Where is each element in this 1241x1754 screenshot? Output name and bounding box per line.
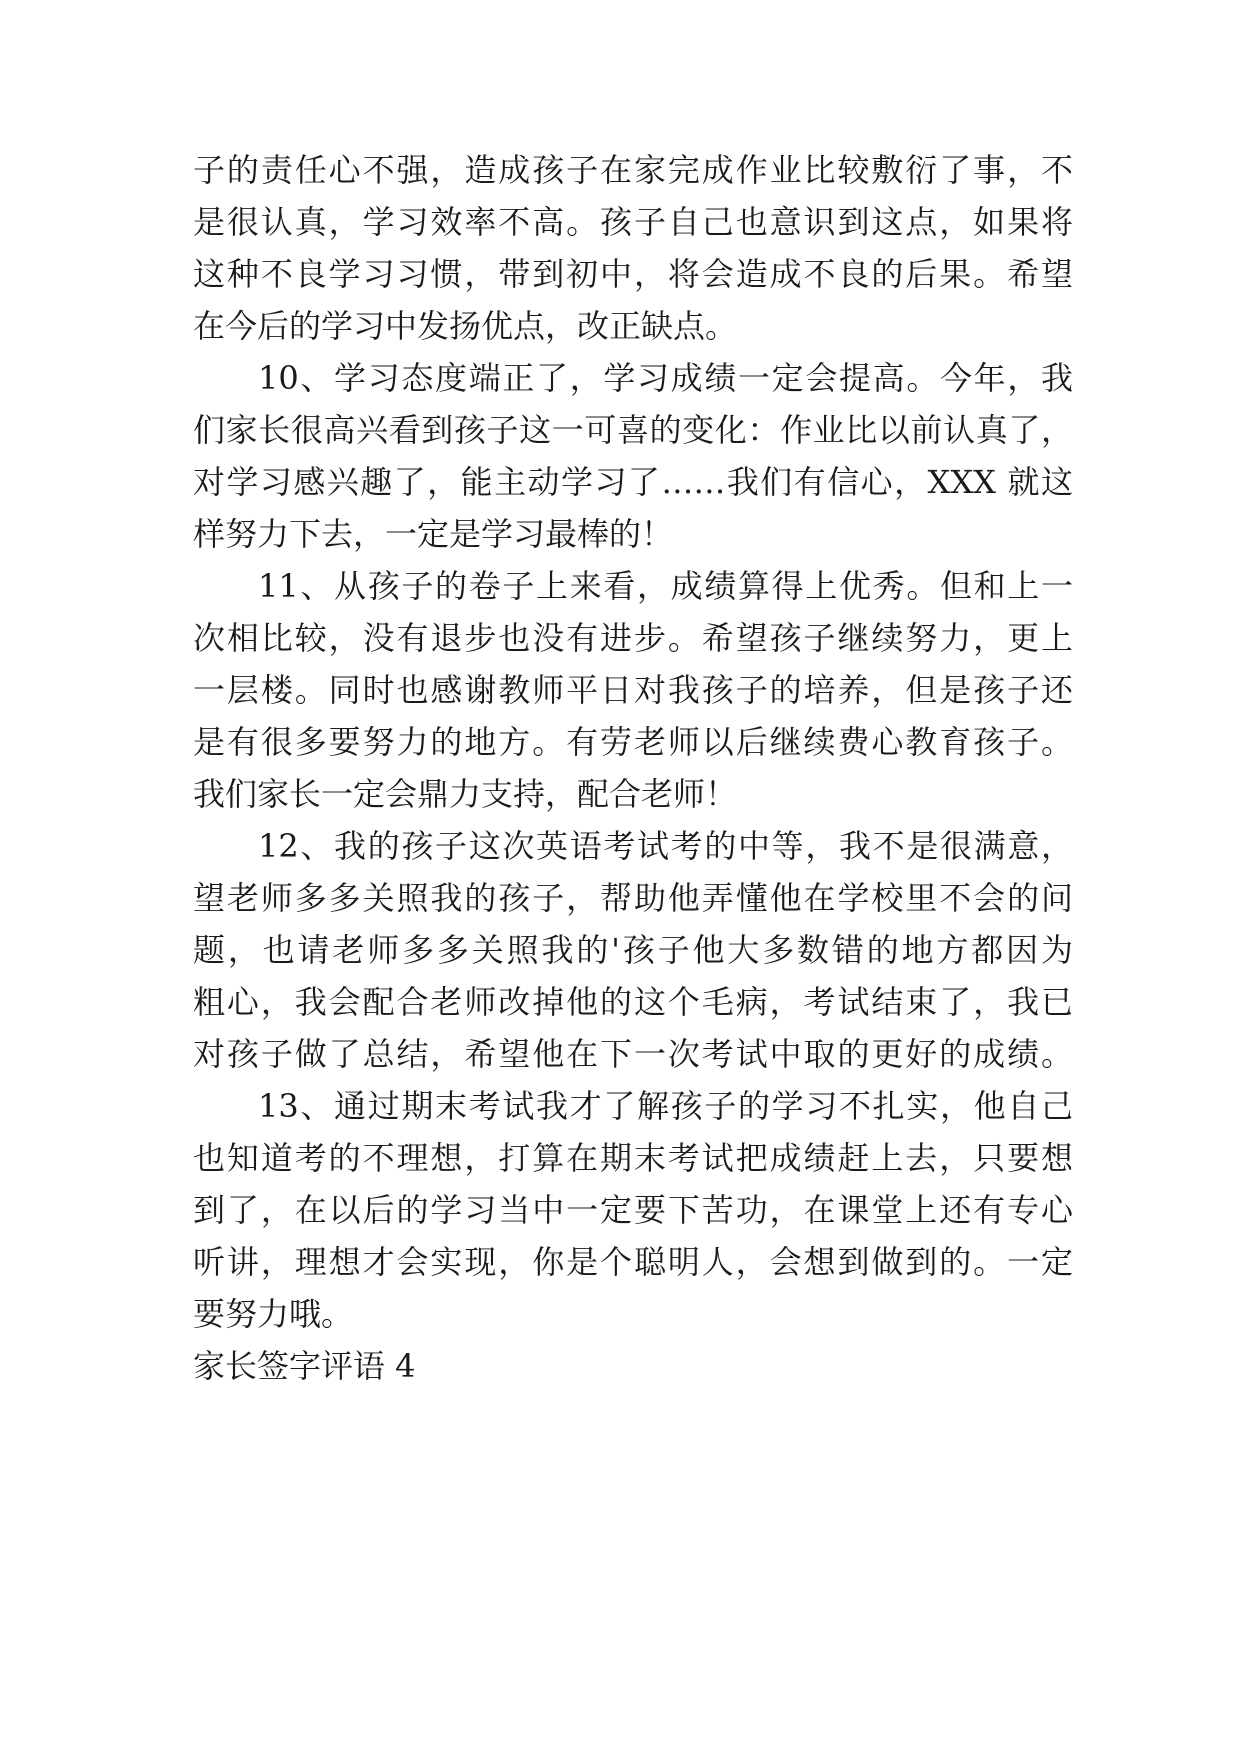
section-heading: 家长签字评语 4 — [193, 1347, 416, 1385]
text-line: 对孩子做了总结，希望他在下一次考试中取的更好的成绩。 — [193, 1035, 1073, 1073]
text-line: 也知道考的不理想，打算在期末考试把成绩赶上去，只要想 — [193, 1139, 1073, 1177]
text-line: 题，也请老师多多关照我的'孩子他大多数错的地方都因为 — [193, 931, 1073, 969]
text-line: 这种不良学习习惯，带到初中，将会造成不良的后果。希望 — [193, 255, 1073, 293]
text-line: 11、从孩子的卷子上来看，成绩算得上优秀。但和上一 — [258, 567, 1073, 605]
text-line: 在今后的学习中发扬优点，改正缺点。 — [193, 307, 738, 345]
text-line: 一层楼。同时也感谢教师平日对我孩子的培养，但是孩子还 — [193, 671, 1073, 709]
text-line: 我们家长一定会鼎力支持，配合老师！ — [193, 775, 738, 813]
text-line: 对学习感兴趣了，能主动学习了……我们有信心，XXX 就这 — [193, 463, 1073, 501]
text-line: 12、我的孩子这次英语考试考的中等，我不是很满意， — [258, 827, 1073, 865]
text-line: 是很认真，学习效率不高。孩子自己也意识到这点，如果将 — [193, 203, 1073, 241]
text-line: 是有很多要努力的地方。有劳老师以后继续费心教育孩子。 — [193, 723, 1073, 761]
text-line: 子的责任心不强，造成孩子在家完成作业比较敷衍了事，不 — [193, 151, 1073, 189]
text-line: 10、学习态度端正了，学习成绩一定会提高。今年，我 — [258, 359, 1073, 397]
text-line: 13、通过期末考试我才了解孩子的学习不扎实，他自己 — [258, 1087, 1073, 1125]
text-line: 们家长很高兴看到孩子这一可喜的变化：作业比以前认真了， — [193, 411, 1073, 449]
text-line: 粗心，我会配合老师改掉他的这个毛病，考试结束了，我已 — [193, 983, 1073, 1021]
text-line: 样努力下去，一定是学习最棒的！ — [193, 515, 674, 553]
text-line: 到了，在以后的学习当中一定要下苦功，在课堂上还有专心 — [193, 1191, 1073, 1229]
text-line: 要努力哦。 — [193, 1295, 354, 1333]
text-line: 听讲，理想才会实现，你是个聪明人，会想到做到的。一定 — [193, 1243, 1073, 1281]
text-line: 次相比较，没有退步也没有进步。希望孩子继续努力，更上 — [193, 619, 1073, 657]
text-line: 望老师多多关照我的孩子，帮助他弄懂他在学校里不会的问 — [193, 879, 1073, 917]
